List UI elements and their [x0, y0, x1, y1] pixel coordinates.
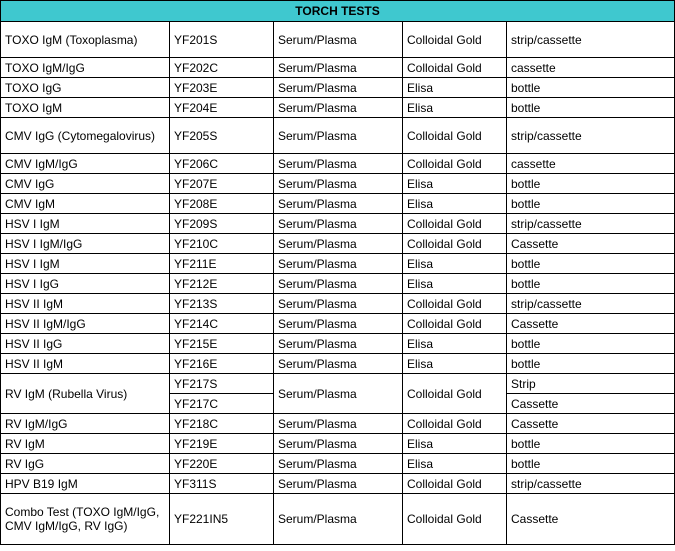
- method: Colloidal Gold: [403, 214, 507, 234]
- test-name: HSV II IgM/IgG: [1, 314, 170, 334]
- table-row: [1, 118, 675, 154]
- table-row: [1, 474, 675, 494]
- product-code: YF216E: [170, 354, 274, 374]
- method: Elisa: [403, 174, 507, 194]
- product-code: YF311S: [170, 474, 274, 494]
- method: Elisa: [403, 334, 507, 354]
- format: bottle: [507, 78, 675, 98]
- table-row: [1, 494, 675, 545]
- format: strip/cassette: [507, 214, 675, 234]
- specimen: Serum/Plasma: [274, 274, 403, 294]
- product-code: YF218C: [170, 414, 274, 434]
- table-row: [1, 254, 675, 274]
- product-code: YF217S: [170, 374, 274, 394]
- method: Elisa: [403, 254, 507, 274]
- specimen: Serum/Plasma: [274, 414, 403, 434]
- format: bottle: [507, 98, 675, 118]
- table-row: [1, 78, 675, 98]
- product-code: YF213S: [170, 294, 274, 314]
- method: Colloidal Gold: [403, 414, 507, 434]
- product-code: YF206C: [170, 154, 274, 174]
- product-code: YF208E: [170, 194, 274, 214]
- format: Cassette: [507, 234, 675, 254]
- table-row: [1, 274, 675, 294]
- format: bottle: [507, 434, 675, 454]
- specimen: Serum/Plasma: [274, 314, 403, 334]
- specimen: Serum/Plasma: [274, 154, 403, 174]
- method: Colloidal Gold: [403, 234, 507, 254]
- format: strip/cassette: [507, 294, 675, 314]
- test-name: CMV IgM/IgG: [1, 154, 170, 174]
- table-title: TORCH TESTS: [1, 1, 675, 22]
- product-code: YF217C: [170, 394, 274, 414]
- specimen: Serum/Plasma: [274, 474, 403, 494]
- product-code: YF209S: [170, 214, 274, 234]
- test-name: TOXO IgM (Toxoplasma): [1, 22, 170, 58]
- specimen: Serum/Plasma: [274, 98, 403, 118]
- format: strip/cassette: [507, 118, 675, 154]
- table-row: [1, 354, 675, 374]
- test-name: TOXO IgG: [1, 78, 170, 98]
- table-row: [1, 314, 675, 334]
- product-code: YF207E: [170, 174, 274, 194]
- specimen: Serum/Plasma: [274, 234, 403, 254]
- specimen: Serum/Plasma: [274, 22, 403, 58]
- method: Elisa: [403, 78, 507, 98]
- format: strip/cassette: [507, 22, 675, 58]
- table-row: [1, 374, 675, 394]
- table-row: [1, 434, 675, 454]
- specimen: Serum/Plasma: [274, 174, 403, 194]
- specimen: Serum/Plasma: [274, 354, 403, 374]
- table-row: [1, 454, 675, 474]
- product-code: YF210C: [170, 234, 274, 254]
- table-row: [1, 154, 675, 174]
- table-row: [1, 98, 675, 118]
- method: Colloidal Gold: [403, 314, 507, 334]
- method: Colloidal Gold: [403, 154, 507, 174]
- method: Elisa: [403, 194, 507, 214]
- product-code: YF201S: [170, 22, 274, 58]
- test-name: RV IgM (Rubella Virus): [1, 374, 170, 414]
- table-row: [1, 294, 675, 314]
- test-name: TOXO IgM/IgG: [1, 58, 170, 78]
- test-name: HSV I IgM: [1, 254, 170, 274]
- product-code: YF220E: [170, 454, 274, 474]
- format: strip/cassette: [507, 474, 675, 494]
- table-row: [1, 214, 675, 234]
- format: cassette: [507, 154, 675, 174]
- specimen: Serum/Plasma: [274, 294, 403, 314]
- format: bottle: [507, 454, 675, 474]
- specimen: Serum/Plasma: [274, 254, 403, 274]
- format: bottle: [507, 354, 675, 374]
- specimen: Serum/Plasma: [274, 118, 403, 154]
- test-name: HSV I IgG: [1, 274, 170, 294]
- format: bottle: [507, 274, 675, 294]
- method: Elisa: [403, 434, 507, 454]
- table-row: [1, 414, 675, 434]
- table-row: [1, 234, 675, 254]
- product-code: YF221IN5: [170, 494, 274, 545]
- test-name: TOXO IgM: [1, 98, 170, 118]
- format: bottle: [507, 334, 675, 354]
- table-row: [1, 58, 675, 78]
- test-name: HSV II IgG: [1, 334, 170, 354]
- format: Cassette: [507, 494, 675, 545]
- method: Colloidal Gold: [403, 474, 507, 494]
- table-row: [1, 174, 675, 194]
- specimen: Serum/Plasma: [274, 58, 403, 78]
- method: Colloidal Gold: [403, 494, 507, 545]
- product-code: YF214C: [170, 314, 274, 334]
- method: Colloidal Gold: [403, 374, 507, 414]
- format: bottle: [507, 254, 675, 274]
- specimen: Serum/Plasma: [274, 334, 403, 354]
- format: Cassette: [507, 394, 675, 414]
- product-code: YF212E: [170, 274, 274, 294]
- test-name: Combo Test (TOXO IgM/IgG, CMV IgM/IgG, RV IgG): [1, 494, 170, 545]
- specimen: Serum/Plasma: [274, 214, 403, 234]
- format: bottle: [507, 194, 675, 214]
- test-name: HPV B19 IgM: [1, 474, 170, 494]
- table-title-row: [1, 1, 675, 22]
- table-row: [1, 22, 675, 58]
- product-code: YF202C: [170, 58, 274, 78]
- method: Colloidal Gold: [403, 58, 507, 78]
- specimen: Serum/Plasma: [274, 374, 403, 414]
- specimen: Serum/Plasma: [274, 78, 403, 98]
- test-name: CMV IgM: [1, 194, 170, 214]
- product-code: YF204E: [170, 98, 274, 118]
- test-name: RV IgM: [1, 434, 170, 454]
- format: Cassette: [507, 414, 675, 434]
- test-name: HSV II IgM: [1, 354, 170, 374]
- table-row: [1, 334, 675, 354]
- format: bottle: [507, 174, 675, 194]
- test-name: HSV II IgM: [1, 294, 170, 314]
- test-name: RV IgG: [1, 454, 170, 474]
- product-code: YF205S: [170, 118, 274, 154]
- method: Elisa: [403, 274, 507, 294]
- product-code: YF211E: [170, 254, 274, 274]
- method: Colloidal Gold: [403, 22, 507, 58]
- specimen: Serum/Plasma: [274, 494, 403, 545]
- product-code: YF219E: [170, 434, 274, 454]
- test-name: RV IgM/IgG: [1, 414, 170, 434]
- specimen: Serum/Plasma: [274, 194, 403, 214]
- specimen: Serum/Plasma: [274, 434, 403, 454]
- method: Elisa: [403, 98, 507, 118]
- method: Colloidal Gold: [403, 118, 507, 154]
- test-name: HSV I IgM/IgG: [1, 234, 170, 254]
- method: Elisa: [403, 454, 507, 474]
- method: Elisa: [403, 354, 507, 374]
- format: cassette: [507, 58, 675, 78]
- test-name: CMV IgG: [1, 174, 170, 194]
- method: Colloidal Gold: [403, 294, 507, 314]
- format: Strip: [507, 374, 675, 394]
- product-code: YF203E: [170, 78, 274, 98]
- test-name: CMV IgG (Cytomegalovirus): [1, 118, 170, 154]
- specimen: Serum/Plasma: [274, 454, 403, 474]
- format: Cassette: [507, 314, 675, 334]
- test-name: HSV I IgM: [1, 214, 170, 234]
- table-row: [1, 194, 675, 214]
- product-code: YF215E: [170, 334, 274, 354]
